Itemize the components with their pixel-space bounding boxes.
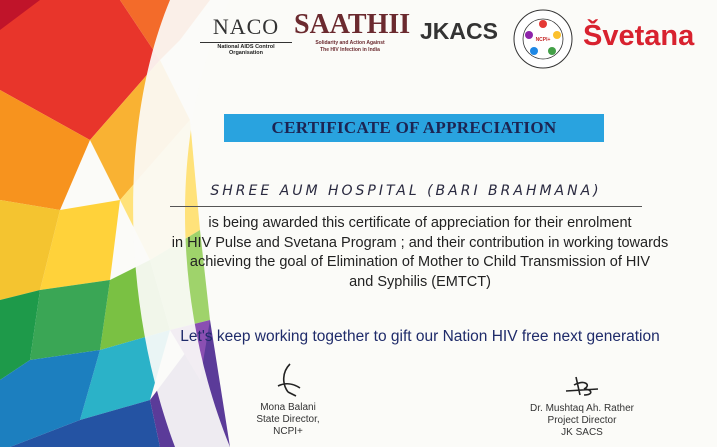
jkacs-logo: JKACS	[420, 18, 498, 44]
partner-logos	[200, 8, 710, 78]
ncpi-logo	[512, 8, 574, 70]
naco-logo	[200, 14, 292, 56]
signatory-right-org: JK SACS	[561, 427, 603, 438]
signatory-left-title: State Director,	[256, 414, 320, 425]
recipient-underline	[170, 206, 642, 207]
signatory-right-name: Dr. Mushtaq Ah. Rather	[530, 403, 634, 414]
naco-logo-mark: NACO	[212, 14, 280, 39]
signature-left	[268, 362, 308, 398]
saathii-logo-mark: SAATHII	[294, 9, 411, 40]
certificate-title: CERTIFICATE OF APPRECIATION	[271, 118, 557, 137]
certificate-body	[140, 214, 700, 292]
signature-right	[562, 375, 602, 399]
signatory-left-org: NCPI+	[273, 426, 303, 437]
ncpi-logo-center: NCPI+	[535, 37, 551, 43]
body-line: is being awarded this certificate of appreciation for their enrolment	[208, 215, 632, 231]
saathii-logo	[294, 9, 411, 54]
body-line: achieving the goal of Elimination of Mother to Child Transmission of HIV	[189, 254, 651, 270]
saathii-subtitle-line2: The HIV Infection in India	[320, 47, 380, 53]
svetana-logo: Švetana	[583, 20, 695, 52]
recipient-name: SHREE AUM HOSPITAL (BARI BRAHMANA)	[210, 183, 602, 199]
naco-logo-subtitle: National AIDS Control Organisation	[200, 42, 292, 56]
body-line: and Syphilis (EMTCT)	[349, 273, 491, 290]
slogan: Let's keep working together to gift our Nation HIV free next generation	[180, 328, 660, 345]
signatory-right-title: Project Director	[547, 415, 617, 426]
signatory-left	[238, 362, 338, 438]
saathii-subtitle-line1: Solidarity and Action Against	[315, 40, 385, 46]
body-line: in HIV Pulse and Svetana Program ; and their contribution in working towards	[171, 234, 669, 251]
signatory-right	[512, 375, 652, 439]
signatory-left-name: Mona Balani	[260, 402, 316, 413]
